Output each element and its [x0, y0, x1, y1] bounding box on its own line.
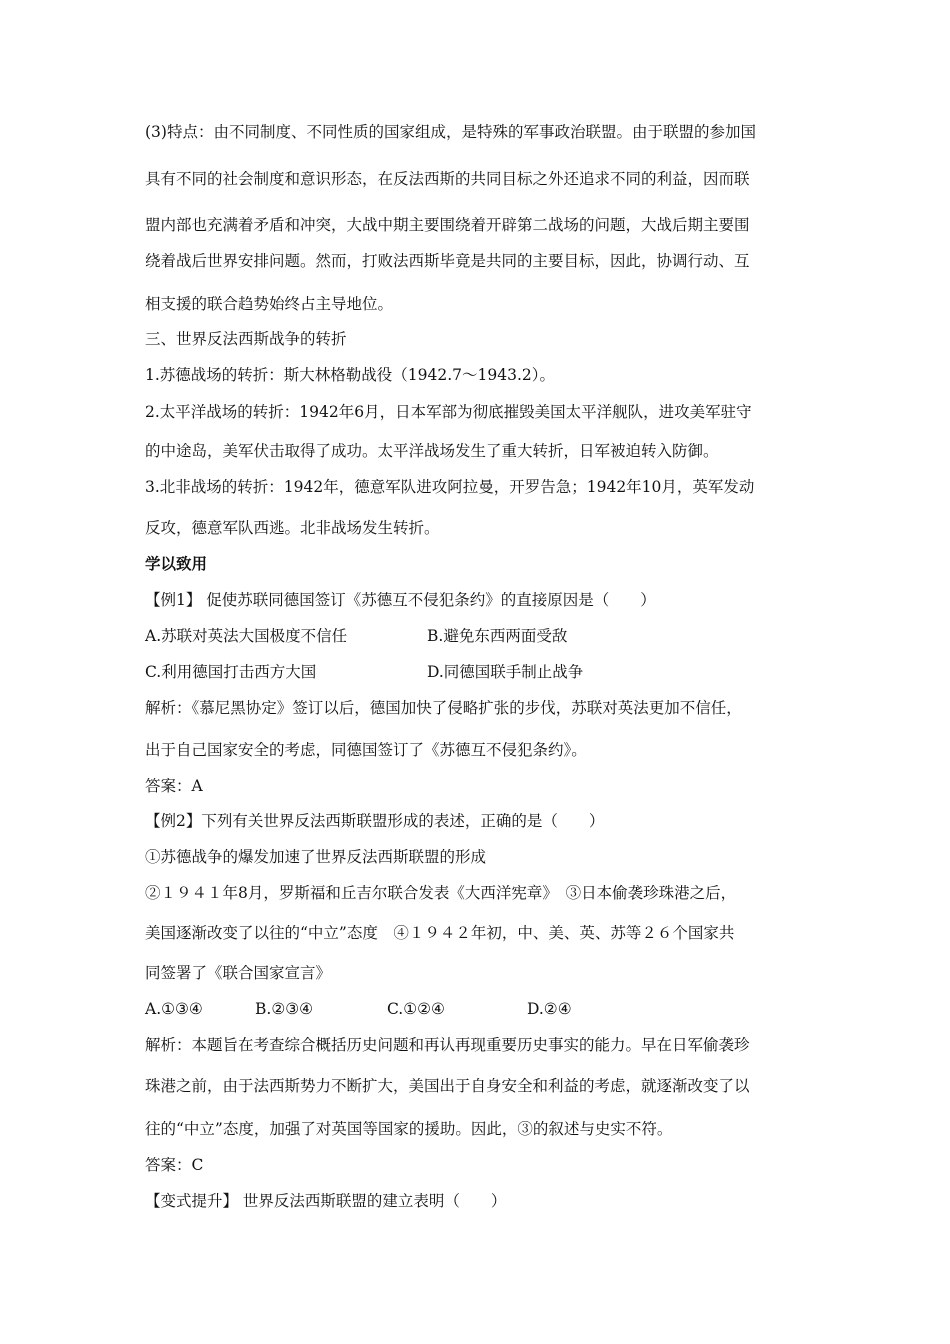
- variant-question: 【变式提升】 世界反法西斯联盟的建立表明（ ）: [145, 1192, 507, 1210]
- example-2-question: 【例2】下列有关世界反法西斯联盟形成的表述，正确的是（ ）: [145, 812, 605, 830]
- example-2-statement-line-1: ①苏德战争的爆发加速了世界反法西斯联盟的形成: [145, 848, 487, 866]
- example-1-option-b: B.避免东西两面受敌: [427, 627, 568, 645]
- example-2-option-d: D.②④: [527, 1000, 572, 1018]
- example-1-option-c: C.利用德国打击西方大国: [145, 663, 317, 681]
- features-line-5: 相支援的联合趋势始终占主导地位。: [145, 295, 394, 313]
- example-2-option-c: C.①②④: [387, 1000, 445, 1018]
- example-2-answer: 答案：C: [145, 1156, 204, 1174]
- example-2-option-a: A.①③④: [145, 1000, 203, 1018]
- section-three-heading: 三、世界反法西斯战争的转折: [145, 330, 347, 348]
- turning-item-2-line-2: 的中途岛，美军伏击取得了成功。太平洋战场发生了重大转折，日军被迫转入防御。: [145, 442, 719, 460]
- example-2-analysis-line-1: 解析：本题旨在考查综合概括历史问题和再认再现重要历史事实的能力。早在日军偷袭珍: [145, 1036, 750, 1054]
- turning-item-3-line-2: 反攻，德意军队西逃。北非战场发生转折。: [145, 519, 440, 537]
- example-2-option-b: B.②③④: [255, 1000, 314, 1018]
- features-line-2: 具有不同的社会制度和意识形态，在反法西斯的共同目标之外还追求不同的利益，因而联: [145, 170, 750, 188]
- example-1-option-d: D.同德国联手制止战争: [427, 663, 584, 681]
- example-2-analysis-line-3: 往的“中立”态度，加强了对英国等国家的援助。因此，③的叙述与史实不符。: [145, 1120, 673, 1138]
- example-2-statement-line-2: ②１９４１年8月，罗斯福和丘吉尔联合发表《大西洋宪章》 ③日本偷袭珍珠港之后，: [145, 884, 737, 902]
- example-1-analysis-line-1: 解析：《慕尼黑协定》签订以后，德国加快了侵略扩张的步伐，苏联对英法更加不信任，: [145, 699, 742, 717]
- example-1-answer: 答案：A: [145, 777, 203, 795]
- turning-item-1: 1.苏德战场的转折：斯大林格勒战役（1942.7～1943.2）。: [145, 366, 556, 384]
- practice-heading: 学以致用: [145, 555, 208, 573]
- example-2-analysis-line-2: 珠港之前，由于法西斯势力不断扩大，美国出于自身安全和利益的考虑，就逐渐改变了以: [145, 1077, 750, 1095]
- features-line-4: 绕着战后世界安排问题。然而，打败法西斯毕竟是共同的主要目标，因此，协调行动、互: [145, 252, 750, 270]
- features-line-1: (3)特点：由不同制度、不同性质的国家组成，是特殊的军事政治联盟。由于联盟的参加国: [145, 123, 756, 141]
- example-2-statement-line-4: 同签署了《联合国家宣言》: [145, 964, 332, 982]
- example-2-statement-line-3: 美国逐渐改变了以往的“中立”态度 ④１９４２年初，中、美、英、苏等２６个国家共: [145, 924, 735, 942]
- turning-item-2-line-1: 2.太平洋战场的转折：1942年6月，日本军部为彻底摧毁美国太平洋舰队，进攻美军驻守: [145, 403, 752, 421]
- features-line-3: 盟内部也充满着矛盾和冲突，大战中期主要围绕着开辟第二战场的问题，大战后期主要围: [145, 216, 750, 234]
- turning-item-3-line-1: 3.北非战场的转折：1942年，德意军队进攻阿拉曼，开罗告急；1942年10月，英军发动: [145, 478, 755, 496]
- example-1-analysis-line-2: 出于自己国家安全的考虑，同德国签订了《苏德互不侵犯条约》。: [145, 741, 587, 759]
- example-1-question: 【例1】 促使苏联同德国签订《苏德互不侵犯条约》的直接原因是（ ）: [145, 591, 656, 609]
- example-1-option-a: A.苏联对英法大国极度不信任: [145, 627, 348, 645]
